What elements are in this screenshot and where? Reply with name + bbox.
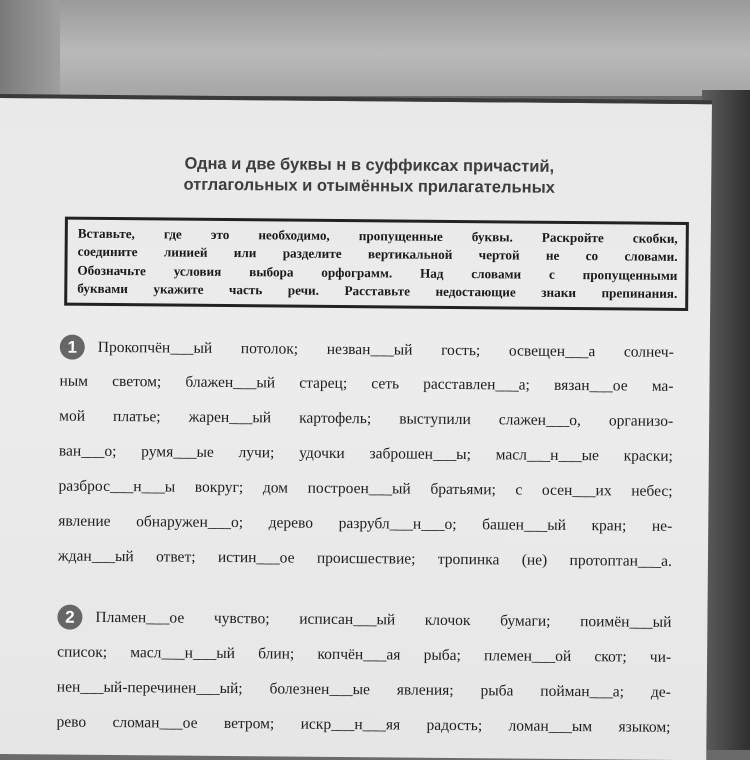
textbook-page [0, 94, 712, 760]
exercise-line: мой платье; жарен___ый картофель; выступили слажен___о, организо- [59, 407, 674, 430]
instruction-box [64, 217, 689, 312]
instruction-line: Вставьте, где это необходимо, пропущенные буквы. Раскройте скобки, [77, 225, 678, 246]
page-title [109, 153, 629, 200]
exercise-line: Прокопчён___ый потолок; незван___ый гость; освещен___а солнеч- [97, 338, 674, 361]
instruction-line: буквами укажите часть речи. Расставьте недостающие знаки препинания. [77, 280, 678, 301]
exercise-line: Пламен___ое чувство; исписан___ый клочок бумаги; поимён___ый [95, 608, 672, 631]
exercise-line: явление обнаружен___о; дерево разрубл___н___о; башен___ый кран; не- [58, 512, 673, 535]
exercise-1 [57, 335, 674, 570]
exercise-line: список; масл___н___ый блин; копчён___ая рыба; племен___ой скот; чи- [57, 643, 672, 666]
title-line-2: отглагольных и отымённых прилагательных [183, 175, 555, 197]
exercise-number-badge: 1 [60, 335, 85, 360]
instruction-line: Обозначьте условия выбора орфограмм. Над словами с пропущенными [77, 262, 678, 283]
exercise-2 [56, 605, 672, 736]
title-line-1: Одна и две буквы н в суффиксах причастий, [184, 154, 555, 176]
exercise-line: нен___ый-перечинен___ый; болезнен___ые явления; рыба пойман___а; де- [56, 678, 671, 701]
background-top [0, 0, 750, 96]
exercise-line: ным светом; блажен___ый старец; сеть расставлен___а; вязан___ое ма- [59, 372, 674, 395]
exercise-line: ван___о; румя___ые лучи; удочки заброшен___ы; масл___н___ые краски; [58, 442, 673, 465]
exercise-line: разброс___н___ы вокруг; дом построен___ый братьями; с осен___их небес; [58, 477, 673, 500]
exercise-number-badge: 2 [57, 605, 82, 630]
exercise-line: ждан___ый ответ; истин___ое происшествие; тропинка (не) протоптан___а. [57, 547, 673, 570]
instruction-line: соедините линией или разделите вертикальной чертой не со словами. [77, 243, 678, 265]
exercise-line: рево сломан___ое ветром; искр___н___яя радость; ломан___ым языком; [56, 713, 671, 736]
